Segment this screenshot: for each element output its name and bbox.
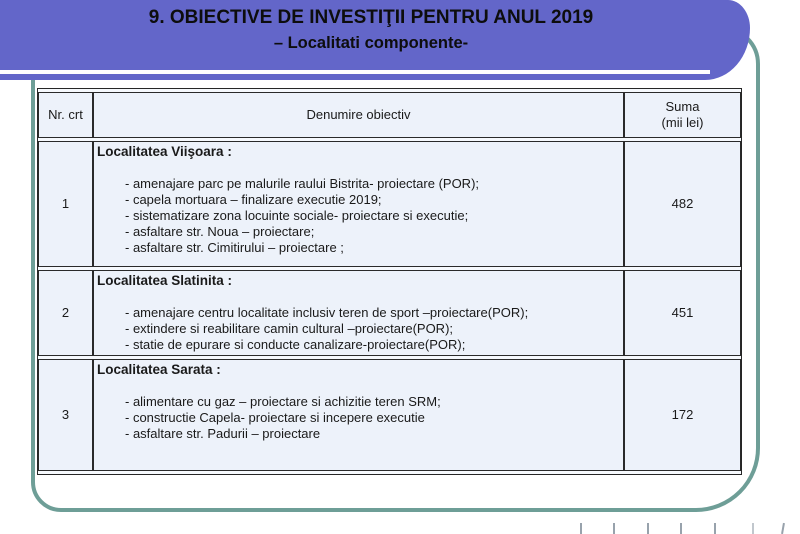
amount-cell: 451 <box>624 270 741 356</box>
slide-title <box>0 5 742 55</box>
header-suma <box>624 92 741 138</box>
cropped-glyph-mark <box>647 523 649 534</box>
locality-name: Localitatea Sarata : <box>97 362 221 377</box>
cropped-glyph-mark <box>580 523 582 534</box>
banner-underline <box>0 70 710 74</box>
objective-item: - alimentare cu gaz – proiectare si achizitie teren SRM; <box>125 394 441 409</box>
header-denumire-obiectiv: Denumire obiectiv <box>93 92 624 138</box>
objective-item: - amenajare centru localitate inclusiv teren de sport –proiectare(POR); <box>125 305 529 320</box>
title-line-2: – Localitati componente- <box>273 34 469 52</box>
cropped-glyph-mark <box>752 523 754 534</box>
objectives-table <box>37 88 742 475</box>
spacer <box>97 378 619 394</box>
row-number: 2 <box>38 270 93 356</box>
objective-cell <box>93 141 624 267</box>
locality-name: Localitatea Viişoara : <box>97 144 232 159</box>
table-header-row <box>38 92 741 138</box>
row-number: 3 <box>38 359 93 471</box>
objective-item: - sistematizare zona locuinte sociale- proiectare si executie; <box>125 208 469 223</box>
objective-cell <box>93 270 624 356</box>
spacer <box>97 289 619 305</box>
header-suma-line1: Suma <box>665 99 700 114</box>
objective-item: - asfaltare str. Cimitirului – proiectare ; <box>125 240 344 255</box>
title-line-1: 9. OBIECTIVE DE INVESTIŢII PENTRU ANUL 2019 <box>148 7 594 28</box>
row-number: 1 <box>38 141 93 267</box>
objective-item: - constructie Capela- proiectare si incepere executie <box>125 410 425 425</box>
cropped-glyph-mark <box>680 523 682 534</box>
header-nr-crt: Nr. crt <box>38 92 93 138</box>
cropped-glyph-mark <box>781 523 785 534</box>
cropped-glyph-mark <box>613 523 615 534</box>
table-row-slatinita <box>38 270 741 356</box>
amount-cell: 482 <box>624 141 741 267</box>
cropped-glyph-mark <box>714 523 716 534</box>
objective-item: - amenajare parc pe malurile raului Bistrita- proiectare (POR); <box>125 176 480 191</box>
objective-item: - capela mortuara – finalizare executie 2019; <box>125 192 382 207</box>
header-suma-line2: (mii lei) <box>661 115 704 130</box>
objective-item: - statie de epurare si conducte canalizare-proiectare(POR); <box>125 337 466 352</box>
table-row-sarata <box>38 359 741 471</box>
objective-item: - asfaltare str. Padurii – proiectare <box>125 426 321 441</box>
objective-item: - asfaltare str. Noua – proiectare; <box>125 224 315 239</box>
spacer <box>97 160 619 176</box>
amount-cell: 172 <box>624 359 741 471</box>
table-row-viisoara <box>38 141 741 267</box>
objective-cell <box>93 359 624 471</box>
objective-item: - extindere si reabilitare camin cultural –proiectare(POR); <box>125 321 454 336</box>
locality-name: Localitatea Slatinita : <box>97 273 233 288</box>
